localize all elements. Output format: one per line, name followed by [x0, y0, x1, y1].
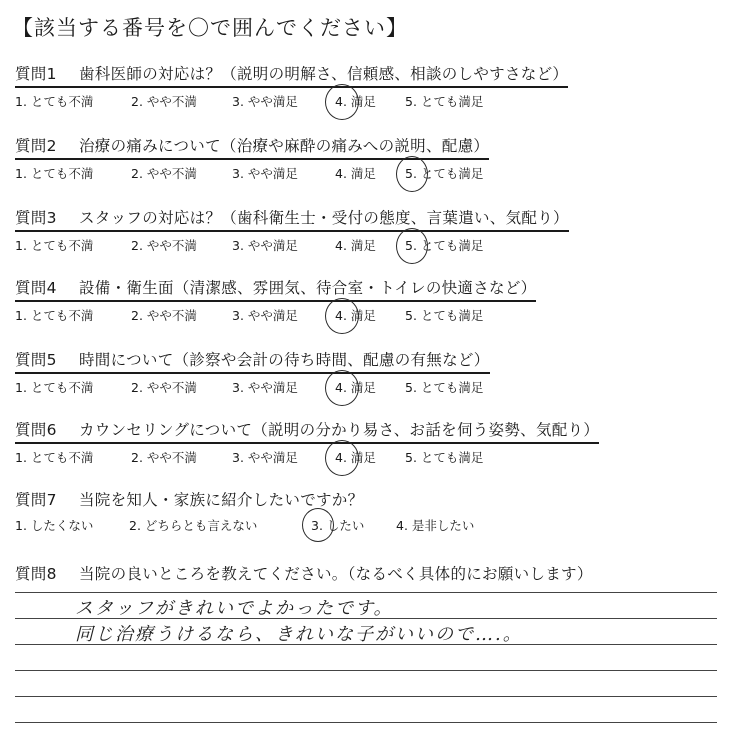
- question-6-options: [15, 446, 599, 468]
- question-1-options: [15, 90, 568, 112]
- question-5-title: [15, 348, 490, 374]
- option-3[interactable]: 3. やや満足: [232, 308, 298, 323]
- handwritten-answer-line-1: スタッフがきれいでよかったです。: [75, 598, 394, 619]
- question-3-title: [15, 206, 569, 232]
- question-8-title: [15, 562, 593, 586]
- option-1[interactable]: 1. とても不満: [15, 308, 94, 323]
- question-1-text: 歯科医師の対応は？（説明の明解さ、信頼感、相談のしやすさなど）: [79, 65, 569, 83]
- option-2[interactable]: 2. やや不満: [131, 94, 197, 109]
- option-3[interactable]: 3. やや満足: [232, 166, 298, 181]
- question-2-title: [15, 134, 489, 160]
- question-2-text: 治療の痛みについて（治療や麻酔の痛みへの説明、配慮）: [79, 137, 490, 155]
- option-1[interactable]: 1. とても不満: [15, 238, 94, 253]
- question-2: [15, 134, 489, 184]
- option-4[interactable]: 4. 満足: [335, 238, 376, 253]
- question-6-text: カウンセリングについて（説明の分かり易さ、お話を伺う姿勢、気配り）: [79, 421, 600, 439]
- question-8: [15, 562, 593, 586]
- option-4[interactable]: 4. 是非したい: [396, 518, 475, 533]
- question-6-number: 質問6: [15, 421, 57, 439]
- question-2-number: 質問2: [15, 137, 57, 155]
- page-title: 【該当する番号を〇で囲んでください】: [12, 16, 408, 40]
- question-4-number: 質問4: [15, 279, 57, 297]
- option-5[interactable]: 5. とても満足: [405, 166, 484, 181]
- option-3[interactable]: 3. やや満足: [232, 450, 298, 465]
- option-4[interactable]: 4. 満足: [335, 166, 376, 181]
- option-1[interactable]: 1. とても不満: [15, 380, 94, 395]
- question-1-title: [15, 62, 568, 88]
- option-3[interactable]: 3. したい: [311, 518, 365, 533]
- question-5-text: 時間について（診察や会計の待ち時間、配慮の有無など）: [79, 351, 490, 369]
- option-1[interactable]: 1. したくない: [15, 518, 94, 533]
- answer-rule: [15, 670, 717, 671]
- question-3-text: スタッフの対応は？（歯科衛生士・受付の態度、言葉遣い、気配り）: [79, 209, 569, 227]
- question-6-title: [15, 418, 599, 444]
- option-4[interactable]: 4. 満足: [335, 94, 376, 109]
- question-5-options: [15, 376, 490, 398]
- question-5: [15, 348, 490, 398]
- option-2[interactable]: 2. やや不満: [131, 238, 197, 253]
- question-4-text: 設備・衛生面（清潔感、雰囲気、待合室・トイレの快適さなど）: [79, 279, 537, 297]
- answer-rule: [15, 592, 717, 593]
- option-5[interactable]: 5. とても満足: [405, 450, 484, 465]
- answer-rule: [15, 696, 717, 697]
- answer-rule: [15, 722, 717, 723]
- question-8-number: 質問8: [15, 565, 57, 583]
- handwritten-answer-line-2: 同じ治療うけるなら、きれいな子がいいので….。: [75, 624, 523, 645]
- question-7-title: [15, 488, 363, 512]
- option-4[interactable]: 4. 満足: [335, 308, 376, 323]
- question-8-text: 当院の良いところを教えてください。（なるべく具体的にお願いします）: [79, 565, 593, 583]
- question-1-number: 質問1: [15, 65, 57, 83]
- option-1[interactable]: 1. とても不満: [15, 166, 94, 181]
- question-7-text: 当院を知人・家族に紹介したいですか？: [79, 491, 364, 509]
- option-2[interactable]: 2. やや不満: [131, 450, 197, 465]
- option-2[interactable]: 2. どちらとも言えない: [129, 518, 258, 533]
- option-5[interactable]: 5. とても満足: [405, 380, 484, 395]
- option-3[interactable]: 3. やや満足: [232, 380, 298, 395]
- option-4[interactable]: 4. 満足: [335, 450, 376, 465]
- option-2[interactable]: 2. やや不満: [131, 380, 197, 395]
- question-7-number: 質問7: [15, 491, 57, 509]
- question-7: [15, 488, 475, 536]
- question-3-options: [15, 234, 569, 256]
- question-4: [15, 276, 536, 326]
- question-5-number: 質問5: [15, 351, 57, 369]
- option-3[interactable]: 3. やや満足: [232, 238, 298, 253]
- question-3: [15, 206, 569, 256]
- question-2-options: [15, 162, 489, 184]
- option-1[interactable]: 1. とても不満: [15, 450, 94, 465]
- option-2[interactable]: 2. やや不満: [131, 166, 197, 181]
- question-1: [15, 62, 568, 112]
- question-3-number: 質問3: [15, 209, 57, 227]
- question-4-title: [15, 276, 536, 302]
- option-5[interactable]: 5. とても満足: [405, 238, 484, 253]
- option-1[interactable]: 1. とても不満: [15, 94, 94, 109]
- question-7-options: [15, 514, 475, 536]
- option-4[interactable]: 4. 満足: [335, 380, 376, 395]
- option-5[interactable]: 5. とても満足: [405, 308, 484, 323]
- question-4-options: [15, 304, 536, 326]
- option-5[interactable]: 5. とても満足: [405, 94, 484, 109]
- option-3[interactable]: 3. やや満足: [232, 94, 298, 109]
- question-6: [15, 418, 599, 468]
- option-2[interactable]: 2. やや不満: [131, 308, 197, 323]
